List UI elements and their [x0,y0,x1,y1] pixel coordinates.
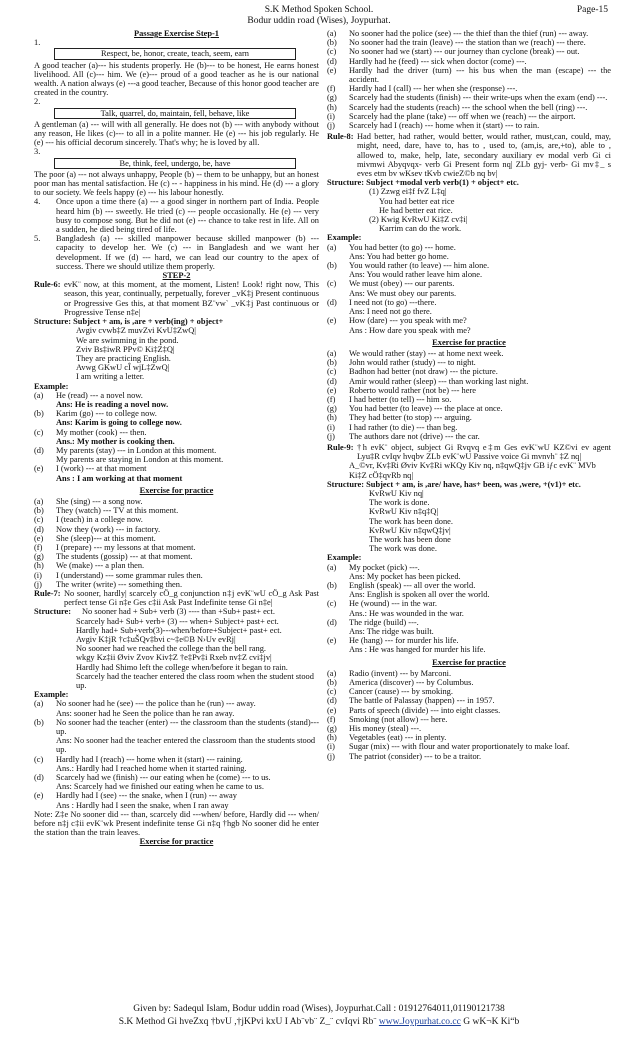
item-letter: (i) [327,742,335,752]
example-heading: Example: [34,381,69,391]
exercise-item [327,377,611,386]
structure-heading: Structure: Subject + am, is ,are/ have, has+ been, was ,were, +(v1)+ etc. [327,479,581,489]
question-text: Cancer (cause) --- by smoking. [349,687,453,697]
question-text: I (work) --- at that moment [56,464,147,474]
exercise-item [327,669,611,678]
question-text: Scarcely had the students (reach) --- the school when the bell (ring) ---. [349,102,588,112]
exercise-item [327,432,611,441]
question-text: They (watch) --- TV at this moment. [56,506,179,516]
question-text: Radio (invent) --- by Marconi. [349,668,452,678]
item-letter: (h) [327,102,337,112]
question-text: English (speak) --- all over the world. [349,580,476,590]
question-text: Scarcely had the students (finish) --- their write-ups when the exam (end) ---. [349,93,608,103]
item-letter: (g) [327,93,337,103]
question-text: You had better (to go) --- home. [349,242,456,252]
rule-text: Had better, had rather, would better, would rather, must,can, could, may, might, need, dare, have to, has to , used to, (am,is, are,+to), able to , allowed to, make, help, late, secondary auxiliary ev modal verb Gi ci mivmwi Abyqvqx- verb Gi Present form nq| ZLb gyj- verb- Gi mv‡_ s eves etm bv wKsev tKvb cwieZ©b nq bv| [357,132,611,179]
example-item [34,773,319,782]
question-text: The patriot (consider) --- to be a traitor. [349,751,482,761]
page-footer [0,1003,638,1029]
exercise-item [327,724,611,733]
question-text: The writer (write) --- something then. [56,579,183,589]
exercise-item [327,413,611,422]
structure-text: Hardly had+ Sub+verb(3)---when/before+Subject+ past+ ect. [76,625,282,635]
question-text: She (sleep)--- at this moment. [56,533,156,543]
example-sentence: Avwg GKwU cÎ wjL‡ZwQ| [76,363,170,373]
section-title: STEP-2 [162,271,191,281]
question-text: The students (gossip) --- at that moment. [56,552,193,562]
example-item [34,791,319,800]
question-text: Hardly had he (feed) --- sick when doctor (come) ---. [349,56,527,66]
item-letter: (g) [327,404,337,414]
example-sentence: The work has been done. [369,516,453,526]
question-text: Sugar (mix) --- with flour and water proportionately to make loaf. [349,742,570,752]
question-text: Roberto would rather (not be) --- here [349,385,476,395]
item-letter: (a) [327,562,337,572]
item-letter: (a) [327,29,337,38]
item-letter: (c) [327,599,337,609]
exercise-item [327,84,611,93]
example-item [327,243,611,252]
example-item [34,409,319,418]
item-letter: (e) [327,316,337,326]
exercise-item [34,561,319,570]
rule-block [34,589,319,607]
example-sentence: Scarcely had the teacher entered the class room when the student stood up. [76,671,314,691]
example-item [327,618,611,627]
example-sentence: (1) Zzwg ei‡f fvZ L‡q| [369,187,447,197]
question-text: America (discover) --- by Columbus. [349,678,474,688]
section-title: Passage Exercise Step-1 [134,29,219,38]
question-text: Scarcely had I (reach) --- home when it (start) --- to rain. [349,121,540,131]
item-letter: (c) [327,47,337,57]
exercise-item [34,525,319,534]
item-letter: (e) [34,791,44,801]
example-sentence: Hardly had Shimo left the college when/before it began to rain. [76,662,288,672]
exercise-item [327,752,611,761]
item-letter: (d) [327,376,337,386]
question-text: The authors dare not (drive) --- the car. [349,431,480,441]
exercise-item [327,29,611,38]
item-letter: (c) [34,754,44,764]
question-text: His money (steal) ---. [349,724,422,734]
question-text: The battle of Palassay (happen) --- in 1957. [349,696,495,706]
rule-text: No sooner, hardly| scarcely cÖ_g conjunction n‡j evK¨wU cÖ_g Ask Past perfect tense Gi n‡e Ges c‡ii Ask Past Indefinite tense Gi n‡e| [64,588,319,608]
answer-text: My parents are staying in London at this moment. [56,455,224,465]
exercise-item [327,733,611,742]
exercise-item [34,552,319,561]
example-sentence: wkgy Kz‡ii Øviv Zvov Kiv‡Z †e‡Pv‡i Rxeb nv‡Z cvi‡jv| [76,653,272,663]
example-item [327,298,611,307]
question-text: Vegetables (eat) --- in plenty. [349,733,447,743]
item-letter: (d) [34,773,44,783]
exercise-item [327,678,611,687]
item-letter: (f) [34,542,43,552]
example-heading: Example: [327,553,362,563]
question-text: He (wound) --- in the war. [349,599,437,609]
item-letter: (d) [34,445,44,455]
question-text: No sooner had we (start) --- our journey than cyclone (break) --- out. [349,47,580,57]
example-item [34,464,319,473]
question-text: Parts of speech (divide) --- into eight classes. [349,705,501,715]
note-text: Note: Z‡e No sooner did --- than, scarcely did ---when/ before, Hardly did --- when/ before n‡j c‡ii evK¨wk Present indefinite tense Gi n‡q †hgb No sooner did he enter the station than the train leaves. [34,809,319,838]
item-letter: (a) [327,348,337,358]
example-sentence: The work was done. [369,544,437,554]
example-heading: Example: [34,690,69,700]
answer-text: Ans: We must obey our parents. [349,288,457,298]
example-sentence: Karrim can do the work. [379,224,462,234]
question-text: He (hang) --- for murder his life. [349,636,459,646]
example-sentence: KvRwU Kiv nq| [369,488,424,498]
footer-credit: Given by: Sadequl Islam, Bodur uddin road (Wises), Joypurhat.Call : 01912764011,01190121738 [133,1004,505,1014]
answer-text: Ans : He was hanged for murder his life. [349,645,486,655]
question-text: He (read) --- a novel now. [56,390,143,400]
item-letter: (a) [327,668,337,678]
item-letter: (b) [34,506,44,516]
question-text: Amir would rather (sleep) --- than working last night. [349,376,529,386]
answer-text: Ans.: He was wounded in the war. [349,608,464,618]
question-text: I (understand) --- some grammar rules then. [56,570,203,580]
footer-link-line [0,1016,638,1029]
question-text: We must (obey) --- our parents. [349,279,455,289]
question-text: No sooner had the police (see) --- the thief than the thief (run) --- away. [349,29,589,38]
example-sentence: They are practicing English. [76,353,171,363]
answer-text: Ans: Scarcely had we finished our eating when he came to us. [56,782,264,792]
item-letter: (j) [327,431,335,441]
item-letter: (b) [327,358,337,368]
word-box: Talk, quarrel, do, maintain, fell, behave, like [54,108,296,119]
structure-text: Scarcely had+ Sub+ verb+ (3) --- when+ Subject+ past+ ect. [76,616,279,626]
rule-text: A_©vr, Kv‡Ri Øviv Kv‡Ri wKQy Kiv nq, n‡qwQ‡jv GB iƒc evK¨ MVb Ki‡Z cÖ‡qvRb nq| [349,461,596,480]
question-text: No sooner had he (see) --- the police than he (run) --- away. [56,699,256,709]
example-item [34,446,319,455]
example-item [327,279,611,288]
item-letter: (b) [327,38,337,48]
exercise-item [327,423,611,432]
item-letter: (j) [327,121,335,131]
item-letter: (c) [34,515,44,525]
item-letter: (b) [34,717,44,727]
item-letter: (e) [327,636,337,646]
question-text: My pocket (pick) ---. [349,562,420,572]
exercise-item [327,121,611,130]
item-letter: (b) [34,409,44,419]
rule-label: Rule-9: [327,442,354,452]
exercise-item [327,103,611,112]
item-number: 3. [34,147,41,157]
answer-text: Ans: You would rather leave him alone. [349,270,483,280]
website-link[interactable]: www.Joypurhat.co.cc [378,1017,461,1027]
page-header [0,4,638,30]
exercise-item [327,367,611,376]
item-letter: (e) [34,533,44,543]
example-item [327,563,611,572]
item-letter: (b) [327,678,337,688]
rule-label: Rule-6: [34,280,61,290]
question-text: How (dare) --- you speak with me? [349,316,467,326]
item-letter: (g) [327,724,337,734]
question-text: We would rather (stay) --- at home next week. [349,348,504,358]
question-text: I (teach) in a college now. [56,515,143,525]
item-letter: (d) [327,617,337,627]
exercise-item [327,47,611,56]
question-text: The ridge (build) ---. [349,617,419,627]
example-item [34,718,319,736]
question-text: Hardly had I (reach) --- home when it (start) --- raining. [56,754,243,764]
item-letter: (d) [327,297,337,307]
item-letter: (e) [327,385,337,395]
exercise-list [327,349,611,441]
exercise-item [327,93,611,102]
item-letter: (b) [327,261,337,271]
answer-text: Ans: You had better go home. [349,251,449,261]
structure-heading: Structure: Subject +modal verb verb(1) + object+ etc. [327,178,519,188]
example-item [327,599,611,608]
question-text: You had better (to leave) --- the place at once. [349,404,503,414]
answer-text: Ans: He is reading a novel now. [56,399,169,409]
item-letter: (a) [327,242,337,252]
answer-text: Ans: The ridge was built. [349,627,434,636]
item-letter: (h) [327,733,337,743]
question-text: They had better (to stop) --- arguing. [349,413,472,423]
example-item [327,316,611,325]
passage-item [34,234,319,271]
word-box: Respect, be, honor, create, teach, seem, earn [54,48,296,59]
item-letter: (f) [327,714,336,724]
exercise-item [327,66,611,84]
question-text: Hardly had I (see) --- the snake, when I (run) --- away [56,791,237,801]
item-number: 5. [34,234,41,244]
question-text: You would rather (to leave) --- him alone. [349,261,490,271]
item-letter: (c) [327,367,337,377]
exercise-item [327,696,611,705]
page-number: Page-15 [576,5,608,15]
exercise-list [327,29,611,130]
exercise-item [327,742,611,751]
item-letter: (a) [34,699,44,709]
example-item [327,636,611,645]
rule-block [34,280,319,317]
example-sentence: I am writing a letter. [76,372,145,382]
right-column [327,29,611,761]
item-letter: (d) [327,696,337,706]
answer-text: Ans: I need not go there. [349,307,432,317]
footer-text: S.K Method Gi hveZxq †bvU ,†jKPvi kxU I Ab¨vb¨ Z_¨ cvIqvi Rb¨ [118,1017,377,1027]
rule-text: evK¨ now, at this moment, at the moment, Listen! Look! right now, This season, this year, continually, perpetually, forever _vK‡j Present continuous or Progressive Ges this, at that moment BZ¨vw` _vK‡j Past continuous or Progressive Tense n‡e| [64,280,319,317]
question-text: I had better (to tell) --- him so. [349,394,452,404]
example-heading: Example: [327,233,362,243]
exercise-item [34,543,319,552]
passage-text: A gentleman (a) --- will with all generally. He does not (b) --- with anybody without any reason, He likes (c)--- to all in a polite manner. He (e) --- his job regularly. He (e) --- his official decorum sincerely. That's why; he is loved by all. [34,119,319,148]
question-text: Karim (go) --- to college now. [56,409,157,419]
passage-text: The poor (a) --- not always unhappy, People (b) -- them to be unhappy, but an honest poor man has mental satisfaction. He (c) -- - happiness in his mind. He (d) --- a glory to our society. We feels happy (e) --- his labour honestly. [34,169,319,198]
question-text: Scarcely had the plane (take) --- off when we (reach) --- the airport. [349,111,576,121]
item-letter: (b) [327,580,337,590]
answer-text: Ans : Hardly had I seen the snake, when I ran away [56,800,229,810]
question-text: We (make) --- a plan then. [56,561,145,571]
exercise-item [327,687,611,696]
answer-text: Ans: No sooner had the teacher entered the classroom than the students stood up. [56,736,316,755]
item-letter: (g) [34,552,44,562]
answer-text: Ans.: My mother is cooking then. [56,436,175,446]
exercise-heading: Exercise for practice [139,837,214,847]
item-letter: (j) [34,579,42,589]
rule-block [327,132,611,178]
example-sentence: Avgiv cvwb‡Z muvZvi KvU‡ZwQ| [76,326,196,336]
exercise-item [327,706,611,715]
exercise-list [327,669,611,761]
item-letter: (i) [327,111,335,121]
exercise-item [34,571,319,580]
question-text: I had rather (to die) --- than beg. [349,422,458,432]
example-sentence: Zviv Bs‡iwR PPv© Ki‡Z‡Q| [76,344,175,354]
question-text: Hardly had the driver (turn) --- his bus when the man (escape) --- the accident. [349,65,611,85]
answer-text: Ans: English is spoken all over the world. [349,590,490,600]
rule-label: Rule-8: [327,132,354,142]
item-letter: (h) [34,561,44,571]
word-box: Be, think, feel, undergo, be, have [54,158,296,169]
question-text: Scarcely had we (finish) --- our eating when he (come) --- to us. [56,773,271,783]
item-letter: (j) [327,751,335,761]
exercise-heading: Exercise for practice [432,337,506,347]
left-column [34,29,319,847]
question-text: No sooner had the teacher (enter) --- the classroom than the students (stand)--- up. [56,717,319,737]
item-number: 4. [34,197,41,207]
exercise-item [327,112,611,121]
answer-text: Ans : I am working at that moment [56,473,183,483]
item-letter: (a) [34,496,44,506]
footer-text: G wK¬K Ki“b [463,1017,520,1027]
passage-text: Bangladesh (a) --- skilled manpower because skilled manpower (b) --- capacity to develop her. We (c) --- in Bangladesh and we want her development. If we (d) --- hard, we can lead our country to the apex of success. There we should utilize them properly. [56,234,319,271]
example-item [327,261,611,270]
example-item [34,699,319,708]
item-number: 1. [34,38,41,48]
exercise-item [327,358,611,367]
exercise-item [327,38,611,47]
example-item [34,391,319,400]
example-item [34,428,319,437]
rule-block [327,443,611,461]
structure-heading: Structure: [34,607,72,617]
structure-heading: Structure: Subject + am, is ,are + verb(ing) + object+ [34,317,224,327]
item-letter: (c) [327,279,337,289]
example-sentence: The work is done. [369,498,430,508]
answer-text: Ans: Karim is going to college now. [56,418,182,428]
exercise-item [327,715,611,724]
answer-text: Ans : How dare you speak with me? [349,325,471,335]
answer-text: Ans: sooner had he Seen the police than he ran away. [56,708,235,718]
exercise-item [327,349,611,358]
question-text: Badhon had better (not draw) --- the picture. [349,367,498,377]
example-sentence: You had better eat rice [379,196,455,206]
item-letter: (c) [327,687,337,697]
item-letter: (f) [327,84,336,94]
question-text: I (prepare) --- my lessons at that moment. [56,542,196,552]
question-text: I need not (to go) ---there. [349,297,437,307]
example-sentence: (2) Kwig KvRwU Ki‡Z cv‡i| [369,215,468,225]
example-item [327,581,611,590]
example-sentence: KvRwU Kiv n‡qwQ‡jv| [369,525,451,535]
exercise-item [34,506,319,515]
example-sentence: KvRwU Kiv n‡q‡Q| [369,507,439,517]
question-text: Smoking (not allow) --- here. [349,714,448,724]
exercise-list [34,497,319,589]
question-text: Now they (work) --- in factory. [56,524,161,534]
example-sentence: The work has been done [369,534,451,544]
rule-label: Rule-7: [34,588,61,598]
structure-text: No sooner had + Sub+ verb (3) ---- than +Sub+ past+ ect. [82,607,275,617]
item-letter: (e) [34,464,44,474]
exercise-item [327,395,611,404]
school-address: Bodur uddin road (Wises), Joypurhat. [247,16,391,26]
question-text: No sooner had the train (leave) --- the station than we (reach) --- there. [349,38,586,48]
exercise-item [34,497,319,506]
exercise-item [34,515,319,524]
exercise-item [327,404,611,413]
item-letter: (i) [34,570,42,580]
passage-item [34,197,319,234]
item-letter: (f) [327,394,336,404]
exercise-item [34,534,319,543]
item-letter: (d) [34,524,44,534]
exercise-heading: Exercise for practice [139,485,214,495]
item-letter: (c) [34,427,44,437]
question-text: My mother (cook) --- then. [56,427,147,437]
item-letter: (a) [34,390,44,400]
exercise-item [327,57,611,66]
example-sentence: We are swimming in the pond. [76,335,179,345]
question-text: She (sing) --- a song now. [56,496,143,506]
passage-text: Once upon a time there (a) --- a good singer in northern part of India. People heard him (b) --- sweetly. He tried (c) --- people occasionally. He (e) --- very busy to compose song. But he did not (e) --- chance to take rest in life. All on a sudden, he died being tired of life. [56,197,319,235]
school-name: S.K Method Spoken School. [264,5,374,15]
item-letter: (e) [327,705,337,715]
exercise-item [34,580,319,589]
item-letter: (h) [327,413,337,423]
answer-text: Ans.: Hardly had I reached home when it started raining. [56,763,247,773]
passage-text: A good teacher (a)--- his students properly. He (b)--- to be honest, He earns honest livelihood. All (c)--- him. We (e)--- proud of a good teacher as he is our national wealth. A nation always (e) ---a good teacher, Because of this honor good teacher are created in the country. [34,60,319,98]
exercise-item [327,386,611,395]
item-letter: (i) [327,422,335,432]
structure-block [34,607,319,616]
item-letter: (e) [327,65,337,75]
example-sentence: Avgiv K‡jR †c‡uŠQv‡bvi c~‡e©B N›Uv evRj| [76,635,236,644]
item-letter: (d) [327,56,337,66]
question-text: Hardly had I (call) --- her when she (response) ---. [349,84,518,94]
exercise-heading: Exercise for practice [432,657,506,667]
answer-text: Ans: My pocket has been picked. [349,571,461,581]
rule-text: †h evK¨ object, subject Gi Rvqvq e‡m Ges evK¨wU KZ©vi ev agent Lyu‡R cvIqv hvqbv ZLb evK¨wU Passive voice Gi mvnvh¨ ‡Z nq| [357,442,611,462]
example-sentence: He had better eat rice. [379,205,453,215]
example-sentence: No sooner had we reached the college than the bell rang. [76,644,266,654]
example-item [34,755,319,764]
question-text: My parents (stay) --- in London at this moment. [56,445,217,455]
item-number: 2. [34,97,41,107]
question-text: John would rather (study) --- to night. [349,358,476,368]
